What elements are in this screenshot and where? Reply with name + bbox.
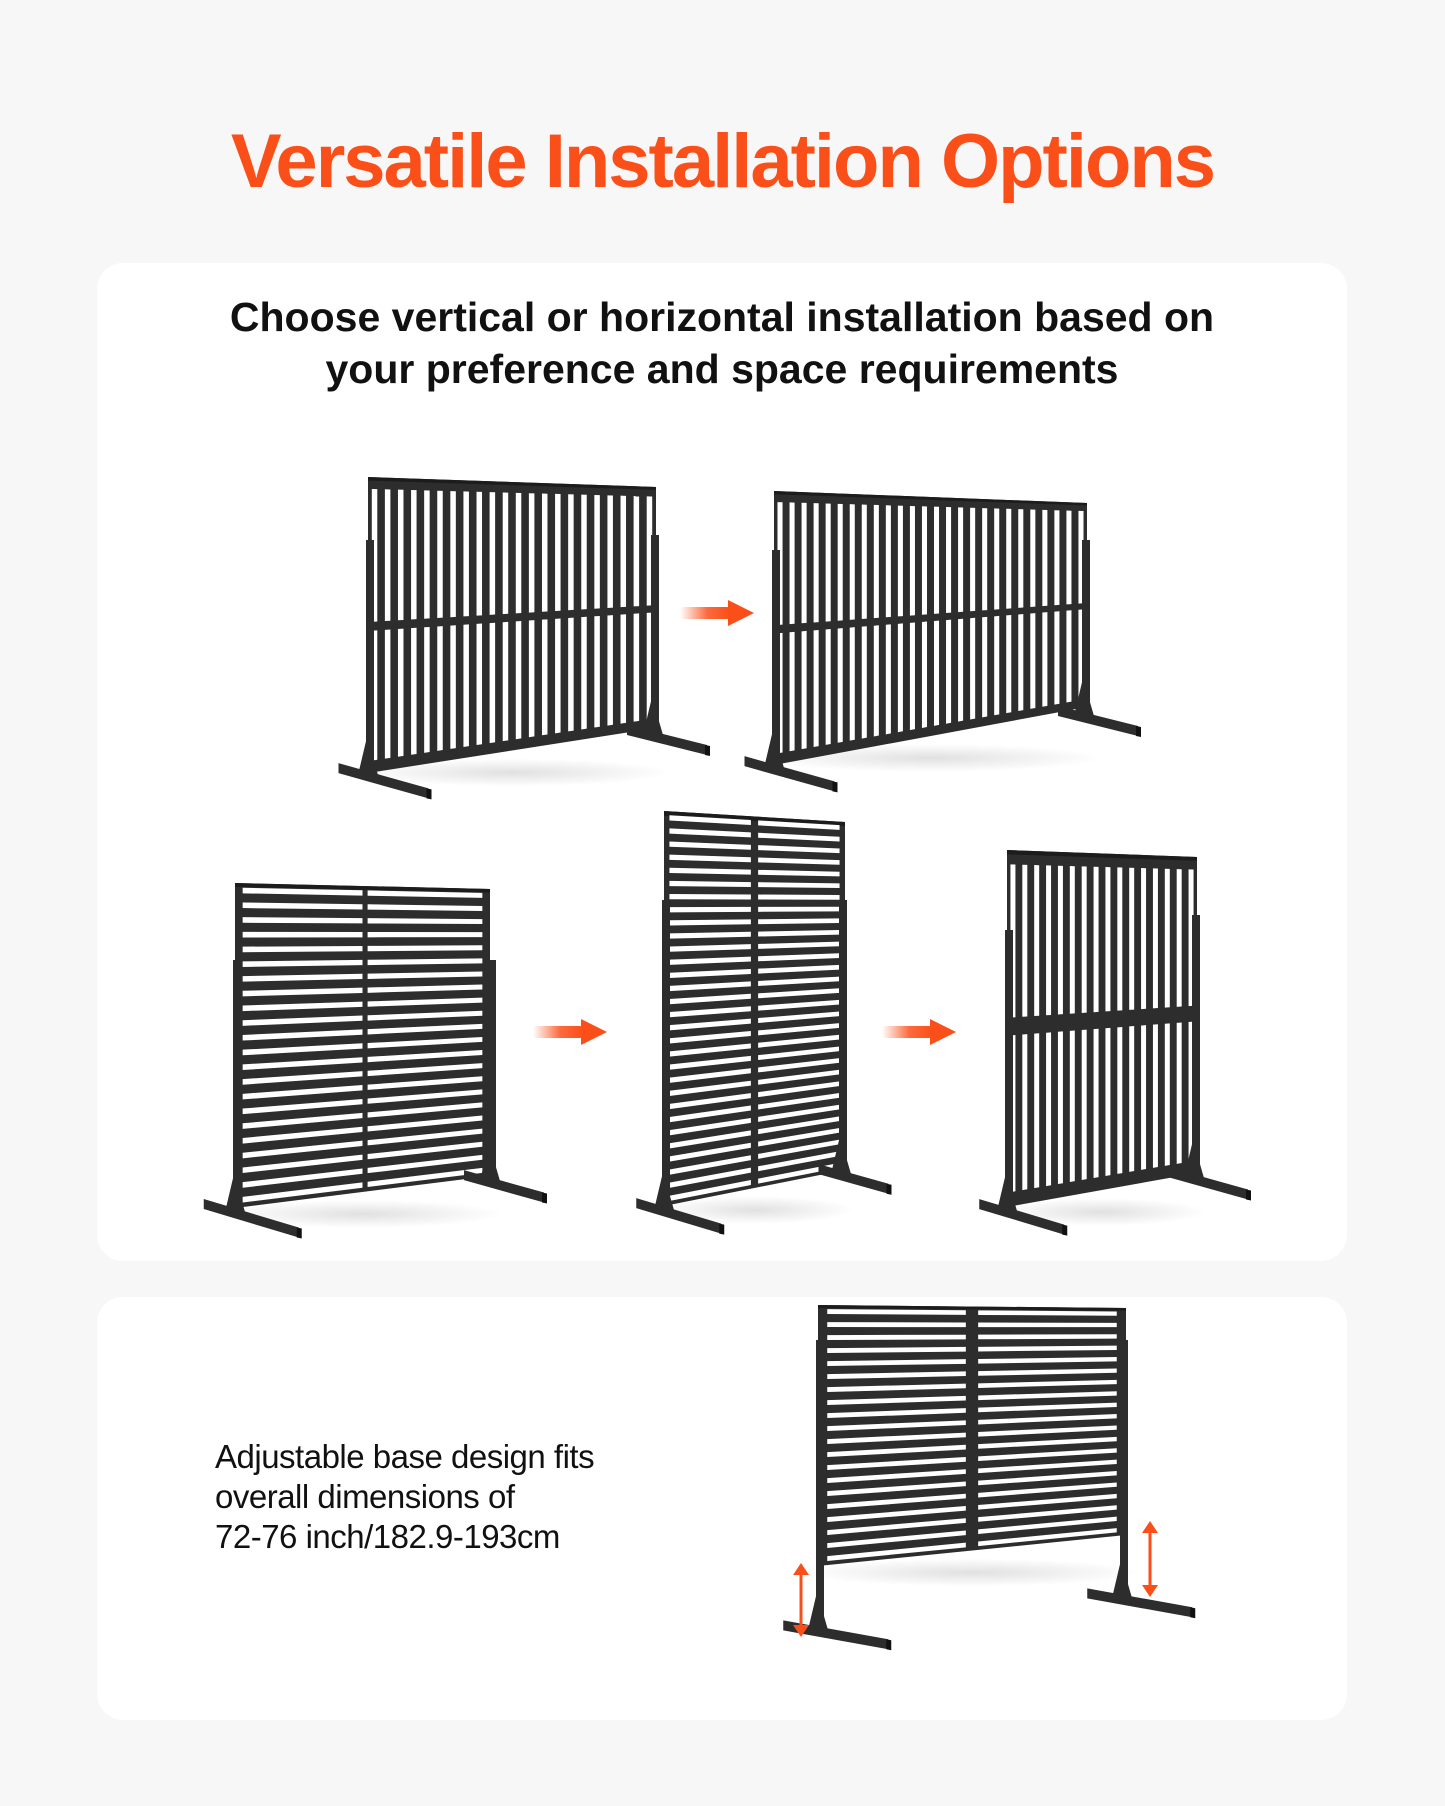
arrow-right-icon <box>882 1019 956 1045</box>
double-arrow-vertical-icon <box>1142 1521 1158 1597</box>
page-title: Versatile Installation Options <box>230 119 1215 204</box>
caption-line-1: Adjustable base design fits <box>215 1438 595 1475</box>
screen-adjustable-base <box>783 1305 1195 1650</box>
double-arrow-vertical-icon <box>793 1563 809 1637</box>
screen-wide-vertical-slats <box>339 477 711 799</box>
subtitle-line-2: your preference and space requirements <box>325 346 1119 392</box>
subtitle-line-1: Choose vertical or horizontal installation based on <box>229 294 1215 340</box>
arrow-right-icon <box>680 600 754 626</box>
caption-line-2: overall dimensions of <box>215 1478 515 1515</box>
screen-horizontal-slats <box>204 883 547 1239</box>
screen-tall-vertical-slats <box>979 850 1251 1236</box>
screen-wide-vertical-slats-extended <box>745 491 1142 792</box>
screen-tall-horizontal-slats <box>636 811 891 1235</box>
arrow-right-icon <box>533 1019 607 1045</box>
caption-line-3: 72-76 inch/182.9-193cm <box>215 1518 560 1555</box>
